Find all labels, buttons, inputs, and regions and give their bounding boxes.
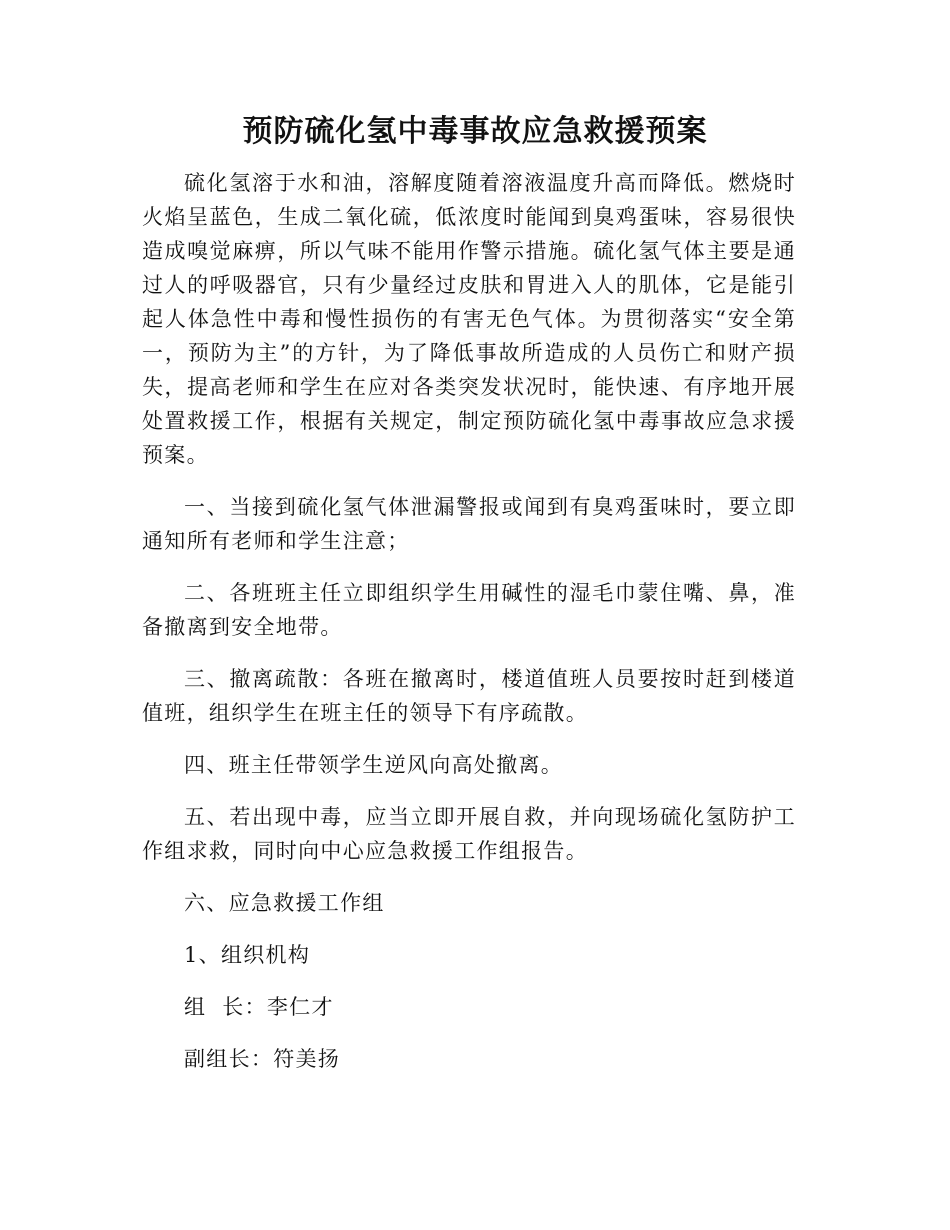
- step-six-heading: 六、应急救援工作组: [184, 891, 385, 915]
- document-title: 预防硫化氢中毒事故应急救援预案: [242, 114, 708, 149]
- deputy-leader-line: 副组长：符美扬: [184, 1047, 341, 1071]
- team-leader-line: 组 长：李仁才: [184, 995, 334, 1019]
- step-four-paragraph: 四、班主任带领学生逆风向高处撤离。: [184, 753, 564, 777]
- organization-heading: 1、组织机构: [184, 943, 311, 967]
- intro-paragraph: 硫化氢溶于水和油，溶解度随着溶液温度升高而降低。燃烧时火焰呈蓝色，生成二氧化硫，低浓度时能闻到臭鸡蛋味，容易很快造成嗅觉麻痹，所以气味不能用作警示措施。硫化氢气体主要是通过人的呼吸器官，只有少量经过皮肤和胃进入人的肌体，它是能引起人体急性中毒和慢性损伤的有害无色气体。为贯彻落实“安全第一，预防为主”的方针，为了降低事故所造成的人员伤亡和财产损失，提高老师和学生在应对各类突发状况时，能快速、有序地开展处置救援工作，根据有关规定，制定预防硫化氢中毒事故应急求援预案。: [142, 171, 796, 467]
- document-body: [142, 166, 796, 1076]
- step-three-paragraph: 三、撤离疏散：各班在撤离时，楼道值班人员要按时赶到楼道值班，组织学生在班主任的领导下有序疏散。: [142, 667, 796, 725]
- step-five-paragraph: 五、若出现中毒，应当立即开展自救，并向现场硫化氢防护工作组求救，同时向中心应急救援工作组报告。: [142, 805, 796, 863]
- step-one-paragraph: 一、当接到硫化氢气体泄漏警报或闻到有臭鸡蛋味时，要立即通知所有老师和学生注意；: [142, 495, 796, 553]
- step-two-paragraph: 二、各班班主任立即组织学生用碱性的湿毛巾蒙住嘴、鼻，准备撤离到安全地带。: [142, 581, 796, 639]
